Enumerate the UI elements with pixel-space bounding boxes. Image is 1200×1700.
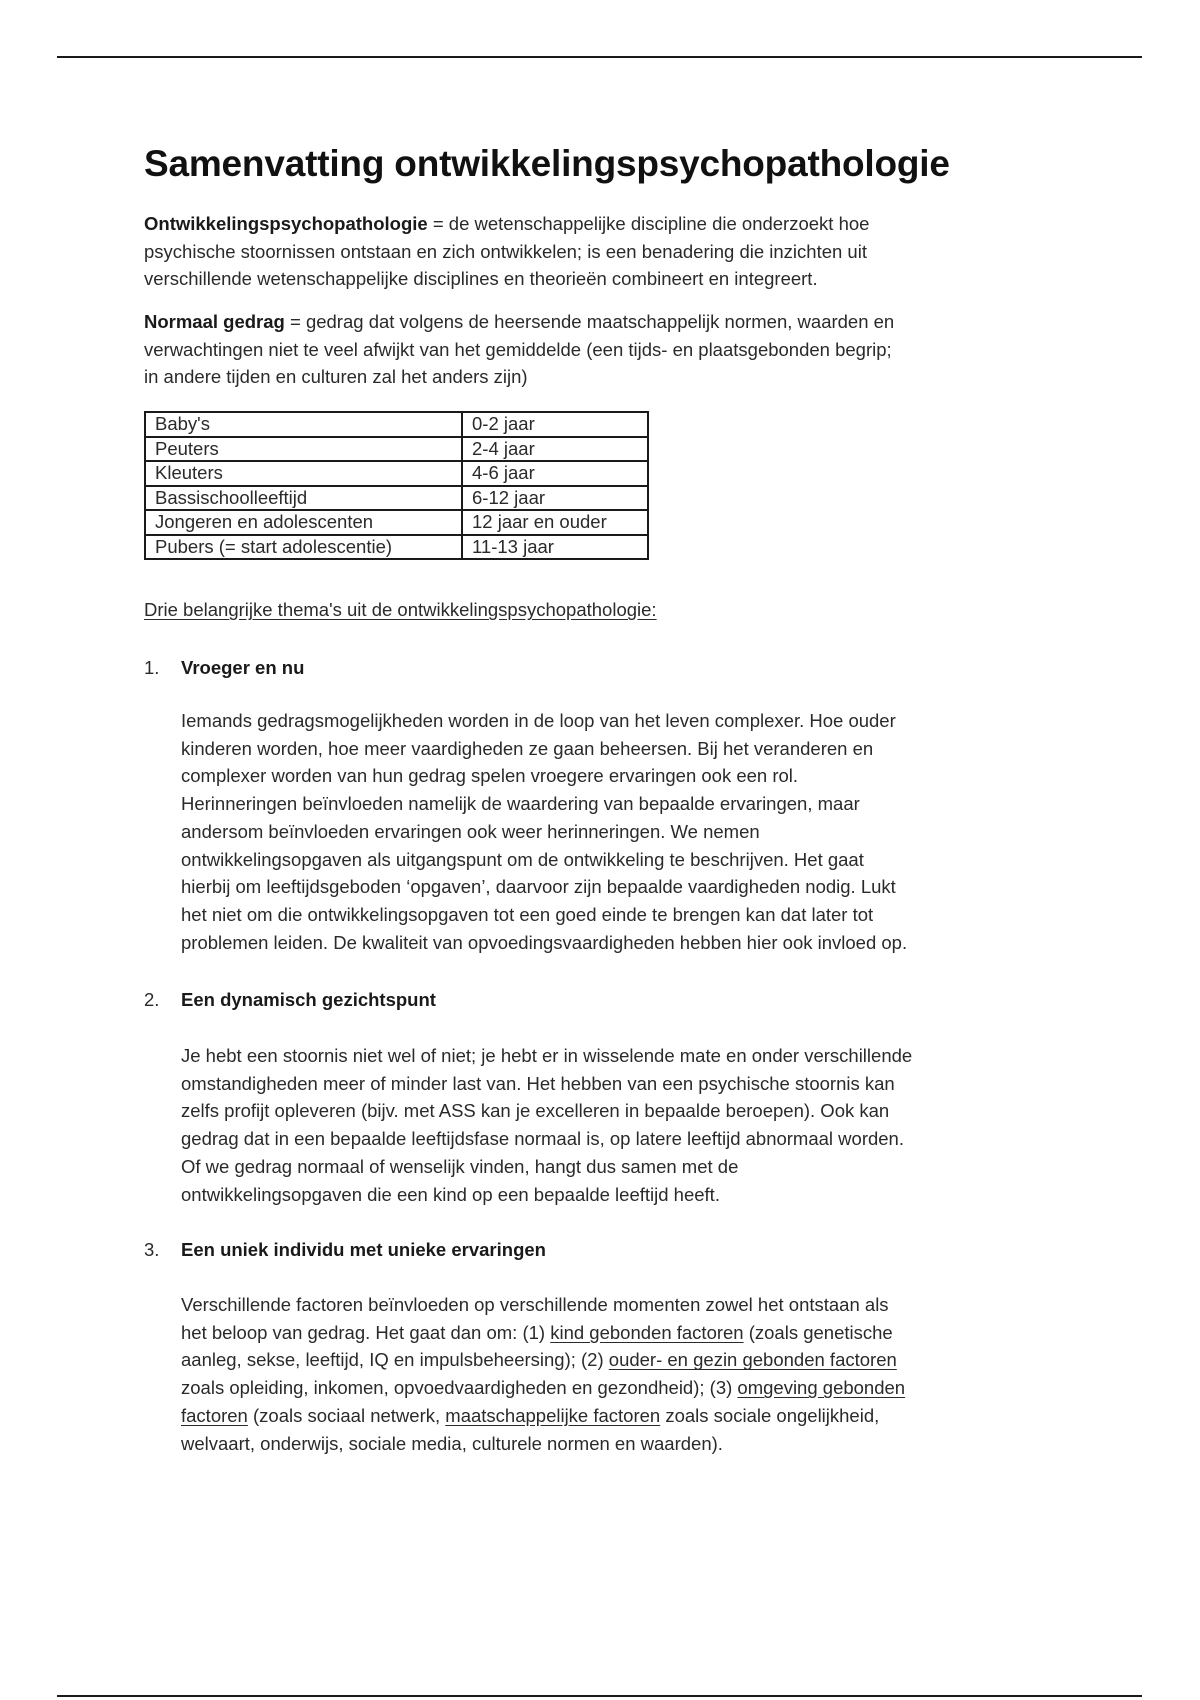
theme-body-line: het niet om die ontwikkelingsopgaven tot een goed einde te brengen kan dat later tot <box>181 903 874 925</box>
age-range-cell: 4-6 jaar <box>462 461 648 486</box>
theme-body-line <box>181 1430 905 1458</box>
age-range-cell: 11-13 jaar <box>462 535 648 560</box>
definition-text: = gedrag dat volgens de heersende maatschappelijk normen, waarden en <box>284 311 895 332</box>
underlined-term: maatschappelijke factoren <box>445 1404 661 1426</box>
theme-body-line: problemen leiden. De kwaliteit van opvoedingsvaardigheden hebben hier ook invloed op. <box>181 931 908 953</box>
definition-ontwikkelingspsychopathologie <box>144 210 869 293</box>
definition-text: = de wetenschappelijke discipline die onderzoekt hoe <box>427 213 870 234</box>
theme-body-line: zelfs profijt opleveren (bijv. met ASS kan je excelleren in bepaalde beroepen). Ook kan <box>181 1100 890 1122</box>
underlined-term: factoren <box>181 1404 248 1426</box>
theme-body-line <box>181 1346 905 1374</box>
theme-body <box>181 707 907 956</box>
age-group-cell: Baby's <box>145 412 462 437</box>
theme-body-line <box>181 1402 905 1430</box>
header-rule <box>57 56 1142 58</box>
text-segment: welvaart, onderwijs, sociale media, culturele normen en waarden). <box>181 1432 723 1454</box>
theme-body-line: ontwikkelingsopgaven als uitgangspunt om de ontwikkeling te beschrijven. Het gaat <box>181 848 864 870</box>
age-group-cell: Bassischoolleeftijd <box>145 486 462 511</box>
definition-text: psychische stoornissen ontstaan en zich ontwikkelen; is een benadering die inzichten uit <box>144 240 867 262</box>
age-range-cell: 0-2 jaar <box>462 412 648 437</box>
definition-normaal-gedrag <box>144 308 894 391</box>
theme-number: 1. <box>144 657 160 678</box>
age-group-cell: Pubers (= start adolescentie) <box>145 535 462 560</box>
theme-body-line: andersom beïnvloeden ervaringen ook weer herinneringen. We nemen <box>181 820 760 842</box>
theme-body-line: hierbij om leeftijdsgeboden ‘opgaven’, daarvoor zijn bepaalde vaardigheden nodig. Lukt <box>181 876 896 898</box>
table-row <box>145 486 648 511</box>
themes-heading <box>144 596 657 624</box>
theme-body-line: kinderen worden, hoe meer vaardigheden ze gaan beheersen. Bij het veranderen en <box>181 737 874 759</box>
theme-body-line: omstandigheden meer of minder last van. Het hebben van een psychische stoornis kan <box>181 1072 895 1094</box>
age-group-cell: Jongeren en adolescenten <box>145 510 462 535</box>
theme-number: 2. <box>144 989 160 1010</box>
text-segment: zoals opleiding, inkomen, opvoedvaardigheden en gezondheid); (3) <box>181 1377 738 1399</box>
theme-body-line: gedrag dat in een bepaalde leeftijdsfase normaal is, op latere leeftijd abnormaal worden. <box>181 1128 904 1150</box>
table-row <box>145 510 648 535</box>
theme-title: Een uniek individu met unieke ervaringen <box>181 1239 546 1260</box>
footer-rule <box>57 1695 1142 1697</box>
table-row <box>145 461 648 486</box>
table-row <box>145 535 648 560</box>
table-row <box>145 412 648 437</box>
text-segment: aanleg, sekse, leeftijd, IQ en impulsbeheersing); (2) <box>181 1349 609 1371</box>
theme-body-line: ontwikkelingsopgaven die een kind op een bepaalde leeftijd heeft. <box>181 1183 720 1205</box>
theme-body-line: complexer worden van hun gedrag spelen vroegere ervaringen ook een rol. <box>181 765 799 787</box>
text-segment: Verschillende factoren beïnvloeden op verschillende momenten zowel het ontstaan als <box>181 1294 889 1315</box>
theme-body-line: Iemands gedragsmogelijkheden worden in de loop van het leven complexer. Hoe ouder <box>181 710 896 731</box>
age-range-cell: 12 jaar en ouder <box>462 510 648 535</box>
definition-text: verschillende wetenschappelijke disciplines en theorieën combineert en integreert. <box>144 268 818 290</box>
underlined-term: omgeving gebonden <box>737 1377 906 1399</box>
text-segment: zoals sociale ongelijkheid, <box>660 1404 880 1426</box>
theme-body-line: Herinneringen beïnvloeden namelijk de waardering van bepaalde ervaringen, maar <box>181 793 860 815</box>
underlined-term: kind gebonden factoren <box>550 1321 744 1343</box>
theme-body-line <box>181 1319 905 1347</box>
definition-term: Normaal gedrag <box>144 311 285 332</box>
table-row <box>145 437 648 462</box>
age-range-cell: 2-4 jaar <box>462 437 648 462</box>
text-segment: (zoals genetische <box>743 1321 893 1343</box>
age-range-cell: 6-12 jaar <box>462 486 648 511</box>
definition-text: in andere tijden en culturen zal het anders zijn) <box>144 366 528 388</box>
theme-title: Een dynamisch gezichtspunt <box>181 989 436 1010</box>
theme-title: Vroeger en nu <box>181 657 305 678</box>
theme-body <box>181 1042 912 1208</box>
theme-number: 3. <box>144 1239 160 1260</box>
page-title: Samenvatting ontwikkelingspsychopathologie <box>144 143 950 184</box>
theme-body-line: Je hebt een stoornis niet wel of niet; je hebt er in wisselende mate en onder verschillende <box>181 1045 913 1066</box>
underlined-term: ouder- en gezin gebonden factoren <box>608 1349 897 1371</box>
age-group-cell: Kleuters <box>145 461 462 486</box>
text-segment: (zoals sociaal netwerk, <box>247 1404 446 1426</box>
theme-body-line <box>181 1291 905 1319</box>
text-segment: het beloop van gedrag. Het gaat dan om: (1) <box>181 1321 551 1343</box>
themes-heading-text: Drie belangrijke thema's uit de ontwikkelingspsychopathologie: <box>144 599 657 620</box>
definition-term: Ontwikkelingspsychopathologie <box>144 213 428 234</box>
theme-body-line: Of we gedrag normaal of wenselijk vinden, hangt dus samen met de <box>181 1155 739 1177</box>
definition-text: verwachtingen niet te veel afwijkt van het gemiddelde (een tijds- en plaatsgebonden begrip; <box>144 338 892 360</box>
age-group-cell: Peuters <box>145 437 462 462</box>
theme-body <box>181 1291 905 1457</box>
age-table <box>144 411 649 560</box>
theme-body-line <box>181 1374 905 1402</box>
